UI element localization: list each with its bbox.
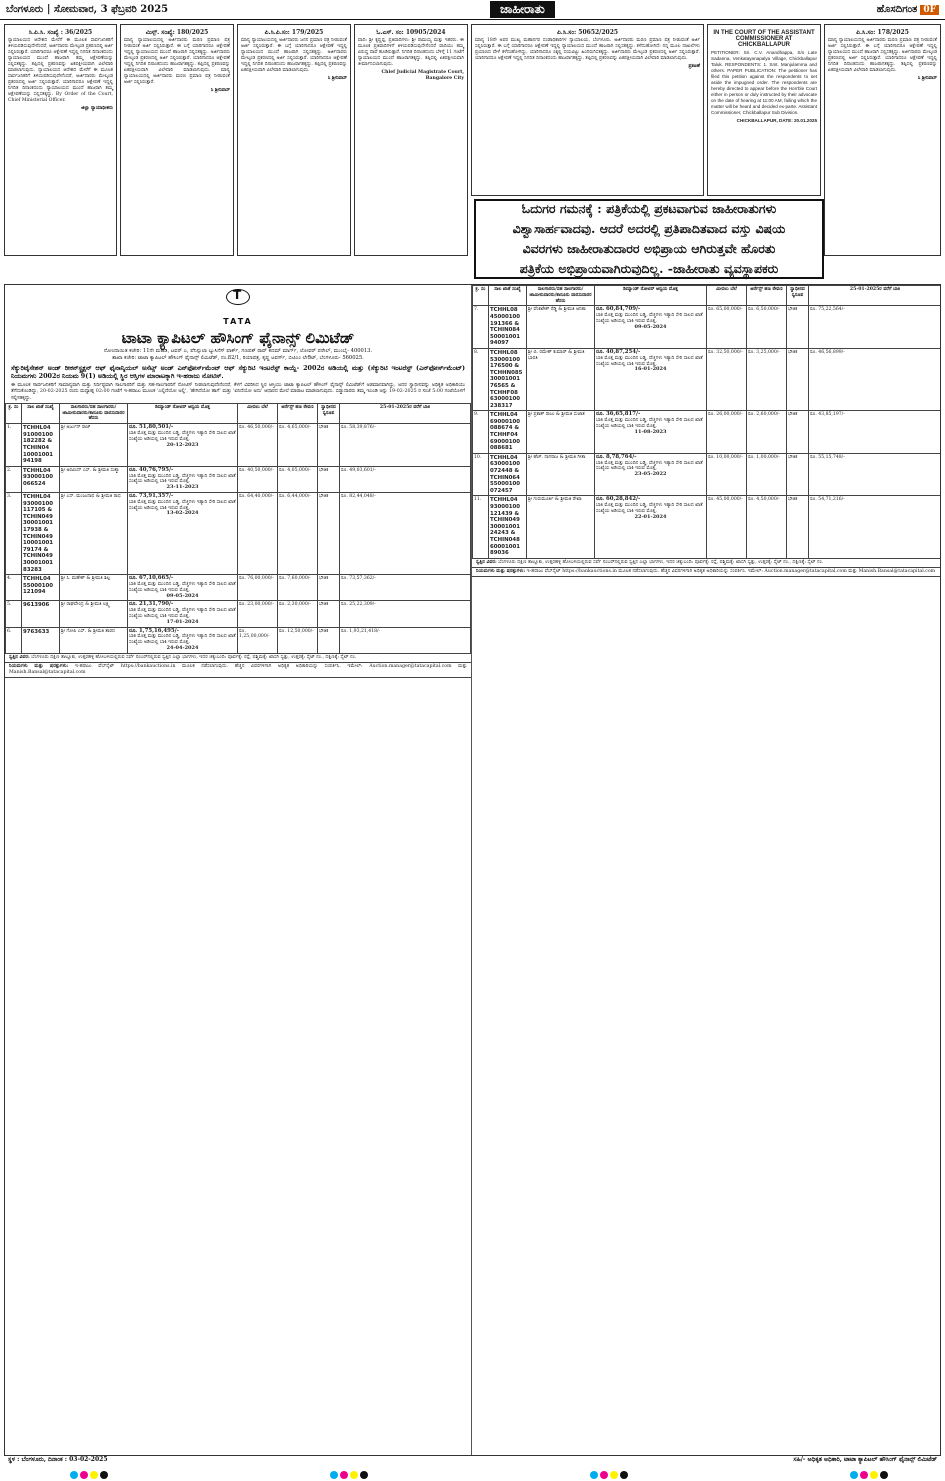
earnest-money-deposit: ರೂ. 7,60,000/- [278, 575, 318, 601]
column-header: ಸಾಲ ಖಾತೆ ಸಂಖ್ಯೆ [489, 286, 527, 306]
company-name: ಟಾಟಾ ಕ್ಯಾಪಿಟಲ್ ಹೌಸಿಂಗ್ ಫೈನಾನ್ಸ್ ಲಿಮಿಟೆಡ್ [121, 329, 355, 347]
account-row [6, 424, 471, 467]
demand-amount: ರೂ. 67,10,665/- [129, 575, 174, 582]
reserve-price: ರೂ. 40,50,000/- [238, 466, 278, 492]
possession-type: ಭೌತಿಕ [318, 627, 340, 653]
terms-block [472, 568, 941, 577]
column-header: ಸಾಲಗಾರರು/ಸಹ ಸಾಲಗಾರರು/ಜಾಮೀನುದಾರರು/ಕಾನೂನು ವಾರಸುದಾರರ ಹೆಸರು [60, 403, 128, 423]
loan-account-number: TCHHL04 91000100 182282 & TCHIN04 10001001 94198 [22, 424, 60, 467]
filler-text: ಬಾಕಿ ಮೊತ್ತ ಮತ್ತು ಮುಂದಿನ ಬಡ್ಡಿ, ವೆಚ್ಚಗಳು ಇತ್ಯಾದಿ ಸೇರಿ ಸಾಲದ ಖಾತೆ ಸಂಖ್ಯೆಯ ಅಡಿಯಲ್ಲಿ ಬಾಕಿ ಇರುವ ಮೊತ್ತ. [129, 431, 236, 442]
notice-signature: ಸಿ ಶ್ರೀನಿವಾಸ್ [210, 88, 230, 93]
page-badge: 0F [920, 5, 939, 15]
column-header: ಮೀಸಲು ಬೆಲೆ [707, 286, 747, 306]
outstanding-amount: ರೂ. 82,44,048/- [340, 493, 471, 575]
column-header: ಕ್ರ. ಸಂ [473, 286, 489, 306]
earnest-money-deposit: ರೂ. 4,50,000/- [747, 496, 787, 558]
column-header: ಅರ್ನೆಸ್ಟ್ ಹಣ ಠೇವಣಿ [278, 403, 318, 423]
column-header: ಸ್ವಾಧೀನದ ಸ್ವರೂಪ [787, 286, 809, 306]
serial-number: 9. [473, 411, 489, 454]
demand-amount-cell [128, 493, 238, 575]
demand-date: 23-11-2023 [166, 484, 199, 491]
property-text: ಬೆಂಗಳೂರು ದಕ್ಷಿಣ ತಾಲ್ಲೂಕು, ಉತ್ತರಹಳ್ಳಿ ಹೋಬಳಿಯಲ್ಲಿರುವ ಸರ್ವೆ ನಂಬರ್‌ನಲ್ಲಿರುವ ಸ್ವತ್ತಿನ ಎಲ್ಲಾ ಭಾಗಗಳು, ಇದರ ಚಕ್ಕುಬಂದಿ: ಪೂರ್ವಕ್ಕೆ: ರಸ್ತೆ, ಪಶ್ಚಿಮಕ್ಕೆ: ಖಾಸಗಿ ಸ್ವತ್ತು, ಉತ್ತರಕ್ಕೆ: ಸೈಟ್ ನಂ., ದಕ್ಷಿಣಕ್ಕೆ: ಸೈಟ್ ನಂ. [31, 654, 357, 660]
filler-text: ಬಾಕಿ ಮೊತ್ತ ಮತ್ತು ಮುಂದಿನ ಬಡ್ಡಿ, ವೆಚ್ಚಗಳು ಇತ್ಯಾದಿ ಸೇರಿ ಸಾಲದ ಖಾತೆ ಸಂಖ್ಯೆಯ ಅಡಿಯಲ್ಲಿ ಬಾಕಿ ಇರುವ ಮೊತ್ತ. [596, 460, 703, 472]
possession-type: ಭೌತಿಕ [318, 493, 340, 575]
accounts-table-left [5, 403, 471, 654]
legal-notice: ಓ.ಎಸ್. ಸಂ: 10905/2024 ವಾದಿ: ಶ್ರೀ ಕೃಷ್ಣಪ್ಪ, ಪ್ರತಿವಾದಿಗಳು: ಶ್ರೀ ರಾಮಯ್ಯ ಮತ್ತು ಇತರರು. ಈ ಮೂಲಕ ಪ್ರತಿವಾದಿಗಳಿಗೆ ತಿಳಿಯಪಡಿಸುವುದೇನೆಂದರೆ ವಾದಿಯು ತಮ್ಮ ವಿರುದ್ಧ ದಾವೆ ಹೂಡಿರುತ್ತಾರೆ. ನಿಗದಿತ ದಿನಾಂಕದಂದು ಬೆಳಿಗ್ಗೆ 11 ಗಂಟೆಗೆ ನ್ಯಾಯಾಲಯದ ಮುಂದೆ ಹಾಜರಾಗತಕ್ಕದ್ದು. ತಪ್ಪಿದಲ್ಲಿ ಏಕಪಕ್ಷೀಯವಾಗಿ ತೀರ್ಮಾನಿಸಲಾಗುವುದು. Chief Judicial Magistrate Court, Bangalore City [354, 24, 468, 256]
possession-type: ಭೌತಿಕ [787, 306, 809, 349]
notice-title: ಪಿ.ಸಿ.ಸಂ: 178/2025 [856, 29, 909, 36]
borrower-names: ಶ್ರೀ ಎಸ್. ಮಂಜುನಾಥ & ಶ್ರೀಮತಿ ರಾಧ [60, 493, 128, 575]
demand-amount: ರೂ. 40,87,254/- [596, 348, 641, 355]
legal-notice: IN THE COURT OF THE ASSISTANT COMMISSIONER AT CHICKBALLAPUR PETITIONER: Sri. C.V. Anandhappa, S/o Late Sadanna, Venkatayanapalya Village, Chickballapur Taluk. RESPONDENTS: 1. Smt. Manjulamma and others. PAPER PUBLICATION: The petitioner has filed this petition against the respondents to set aside the impugned order. The respondents are hereby directed to appear before the Hon'ble Court either in person or duly instructed by their advocate on the date of hearing at 11:00 AM, failing which the matter will be heard and decided ex-parte. Assistant Commissioner, Chickballapur Sub Division. CHICKBALLAPUR, DATE: 20.01.2025 [707, 24, 821, 196]
demand-date: 09-05-2024 [166, 592, 199, 599]
reserve-price: ರೂ. 10,00,000/- [707, 453, 747, 496]
column-header: ಡಿಮ್ಯಾಂಡ್ ನೋಟಿಸ್ ಅನ್ವಯ ಮೊತ್ತ [595, 286, 707, 306]
demand-amount-cell [128, 575, 238, 601]
account-row [6, 575, 471, 601]
loan-account-number: TCHHL04 93000100 066524 [22, 466, 60, 492]
column-header: ಸಾಲ ಖಾತೆ ಸಂಖ್ಯೆ [22, 403, 60, 423]
reserve-price: ರೂ. 76,00,000/- [238, 575, 278, 601]
possession-type: ಭೌತಿಕ [787, 496, 809, 558]
earnest-money-deposit: ರೂ. 12,50,000/- [278, 627, 318, 653]
account-row [473, 453, 942, 496]
possession-type: ಭೌತಿಕ [318, 466, 340, 492]
serial-number: 8. [473, 348, 489, 410]
possession-type: ಭೌತಿಕ [318, 424, 340, 467]
reserve-price: ರೂ. 23,00,000/- [238, 601, 278, 627]
authorised-signatory: ಸಹಿ/- ಅಧಿಕೃತ ಅಧಿಕಾರಿ, ಟಾಟಾ ಕ್ಯಾಪಿಟಲ್ ಹೌಸಿಂಗ್ ಫೈನಾನ್ಸ್ ಲಿಮಿಟೆಡ್ [793, 1456, 937, 1463]
loan-account-number: TCHHL04 63000100 072448 & TCHIN064 55000100 072457 [489, 453, 527, 496]
demand-amount-cell [128, 627, 238, 653]
notice-signature: CHICKBALLAPUR, DATE: 20.01.2025 [736, 118, 817, 123]
auction-notice-right-column [472, 285, 941, 1456]
outstanding-amount: ರೂ. 25,22,309/- [340, 601, 471, 627]
demand-amount: ರೂ. 73,91,357/- [129, 493, 174, 500]
place-date: ಸ್ಥಳ : ಬೆಂಗಳೂರು, ದಿನಾಂಕ : 03-02-2025 [8, 1456, 108, 1463]
table-header-row [6, 403, 471, 423]
reserve-price: ರೂ. 64,40,000/- [238, 493, 278, 575]
loan-account-number: TCHHL04 69000100 088674 & TCHHF04 69000100 088681 [489, 411, 527, 454]
loan-account-number: TCHHL04 55000100 121094 [22, 575, 60, 601]
legal-notice: ಮಿಸ್ಸ್. ಸಂಖ್ಯೆ: 180/2025 ಮಾನ್ಯ ನ್ಯಾಯಾಲಯದಲ್ಲಿ ಅರ್ಜಿದಾರರು ಮರಣ ಪ್ರಮಾಣ ಪತ್ರ ನೀಡುವಂತೆ ಅರ್ಜಿ ಸಲ್ಲಿಸಿರುತ್ತಾರೆ. ಈ ಬಗ್ಗೆ ಯಾರಿಗಾದರೂ ಆಕ್ಷೇಪಣೆ ಇದ್ದಲ್ಲಿ ನ್ಯಾಯಾಲಯದ ಮುಂದೆ ಹಾಜರಾಗಿ ಸಲ್ಲಿಸತಕ್ಕದ್ದು. ಅರ್ಜಿದಾರರು ಮೇಲ್ಕಂಡ ಪ್ರಕರಣದಲ್ಲಿ ಅರ್ಜಿ ಸಲ್ಲಿಸಿರುತ್ತಾರೆ. ಯಾರಿಗಾದರೂ ಆಕ್ಷೇಪಣೆ ಇದ್ದಲ್ಲಿ ನಿಗದಿತ ದಿನಾಂಕದಂದು ಹಾಜರಾಗತಕ್ಕದ್ದು. ತಪ್ಪಿದಲ್ಲಿ ಪ್ರಕರಣವನ್ನು ಏಕಪಕ್ಷೀಯವಾಗಿ ವಿಲೇವಾರಿ ಮಾಡಲಾಗುವುದು. ಮಾನ್ಯ ನ್ಯಾಯಾಲಯದಲ್ಲಿ ಅರ್ಜಿದಾರರು ಮರಣ ಪ್ರಮಾಣ ಪತ್ರ ನೀಡುವಂತೆ ಅರ್ಜಿ ಸಲ್ಲಿಸಿರುತ್ತಾರೆ. ಸಿ ಶ್ರೀನಿವಾಸ್ [120, 24, 234, 256]
demand-date: 13-02-2024 [166, 510, 199, 517]
serial-number: 4. [6, 575, 22, 601]
reserve-price: ರೂ. 65,00,000/- [707, 306, 747, 349]
notice-signature: ಜಿಲ್ಲಾ ನ್ಯಾಯಾಧೀಶರು [81, 106, 113, 111]
outstanding-amount: ರೂ. 58,39,876/- [340, 424, 471, 467]
serial-number: 10. [473, 453, 489, 496]
demand-amount-cell [595, 496, 707, 558]
terms-text: ಇ-ಹರಾಜು ವೆಬ್‌ಸೈಟ್ https://bankauctions.in ಮೂಲಕ ನಡೆಸಲಾಗುವುದು. ಹೆಚ್ಚಿನ ವಿವರಗಳಿಗಾಗಿ ಅಧಿಕೃತ ಅಧಿಕಾರಿಯನ್ನು ಸಂಪರ್ಕಿಸಿ. ಇಮೇಲ್: Auction.manager@tatacapital.com ಮತ್ತು Manish.Bansal@tatacapital.com [526, 568, 936, 574]
serial-number: 1. [6, 424, 22, 467]
loan-account-number: 9763633 [22, 627, 60, 653]
column-header: 25-01-2025ರ ವರೆಗೆ ಬಾಕಿ [809, 286, 942, 306]
property-label: ಸ್ವತ್ತಿನ ವಿವರ: [9, 654, 30, 660]
filler-text: ಬಾಕಿ ಮೊತ್ತ ಮತ್ತು ಮುಂದಿನ ಬಡ್ಡಿ, ವೆಚ್ಚಗಳು ಇತ್ಯಾದಿ ಸೇರಿ ಸಾಲದ ಖಾತೆ ಸಂಖ್ಯೆಯ ಅಡಿಯಲ್ಲಿ ಬಾಕಿ ಇರುವ ಮೊತ್ತ. [596, 313, 703, 324]
outstanding-amount: ರೂ. 43,85,197/- [809, 411, 942, 454]
outstanding-amount: ರೂ. 75,22,564/- [809, 306, 942, 349]
filler-text: ಬಾಕಿ ಮೊತ್ತ ಮತ್ತು ಮುಂದಿನ ಬಡ್ಡಿ, ವೆಚ್ಚಗಳು ಇತ್ಯಾದಿ ಸೇರಿ ಸಾಲದ ಖಾತೆ ಸಂಖ್ಯೆಯ ಅಡಿಯಲ್ಲಿ ಬಾಕಿ ಇರುವ ಮೊತ್ತ. [596, 418, 703, 429]
auction-notice [4, 284, 941, 1456]
possession-type: ಭೌತಿಕ [787, 453, 809, 496]
filler-text: ಬಾಕಿ ಮೊತ್ತ ಮತ್ತು ಮುಂದಿನ ಬಡ್ಡಿ, ವೆಚ್ಚಗಳು ಇತ್ಯಾದಿ ಸೇರಿ ಸಾಲದ ಖಾತೆ ಸಂಖ್ಯೆಯ ಅಡಿಯಲ್ಲಿ ಬಾಕಿ ಇರುವ ಮೊತ್ತ. [596, 503, 703, 515]
filler-text: ಬಾಕಿ ಮೊತ್ತ ಮತ್ತು ಮುಂದಿನ ಬಡ್ಡಿ, ವೆಚ್ಚಗಳು ಇತ್ಯಾದಿ ಸೇರಿ ಸಾಲದ ಖಾತೆ ಸಂಖ್ಯೆಯ ಅಡಿಯಲ್ಲಿ ಬಾಕಿ ಇರುವ ಮೊತ್ತ. [596, 355, 703, 367]
legal-notice: ಸಿ.ಪಿ.ಸಿ. ಸಂಖ್ಯೆ : 36/2025 ನ್ಯಾಯಾಲಯದ ಆದೇಶದ ಮೇರೆಗೆ ಈ ಮೂಲಕ ಸಾರ್ವಜನಿಕರಿಗೆ ತಿಳಿಯಪಡಿಸುವುದೇನೆಂದರೆ, ಅರ್ಜಿದಾರರು ಮೇಲ್ಕಂಡ ಪ್ರಕರಣದಲ್ಲಿ ಅರ್ಜಿ ಸಲ್ಲಿಸಿರುತ್ತಾರೆ. ಯಾರಿಗಾದರೂ ಆಕ್ಷೇಪಣೆ ಇದ್ದಲ್ಲಿ ನಿಗದಿತ ದಿನಾಂಕದಂದು ನ್ಯಾಯಾಲಯದ ಮುಂದೆ ಹಾಜರಾಗಿ ತಮ್ಮ ಆಕ್ಷೇಪಣೆಯನ್ನು ಸಲ್ಲಿಸತಕ್ಕದ್ದು. ತಪ್ಪಿದಲ್ಲಿ ಪ್ರಕರಣವನ್ನು ಏಕಪಕ್ಷೀಯವಾಗಿ ವಿಲೇವಾರಿ ಮಾಡಲಾಗುವುದು. ನ್ಯಾಯಾಲಯದ ಆದೇಶದ ಮೇರೆಗೆ ಈ ಮೂಲಕ ಸಾರ್ವಜನಿಕರಿಗೆ ತಿಳಿಯಪಡಿಸುವುದೇನೆಂದರೆ, ಅರ್ಜಿದಾರರು ಮೇಲ್ಕಂಡ ಪ್ರಕರಣದಲ್ಲಿ ಅರ್ಜಿ ಸಲ್ಲಿಸಿರುತ್ತಾರೆ. ಯಾರಿಗಾದರೂ ಆಕ್ಷೇಪಣೆ ಇದ್ದಲ್ಲಿ ನಿಗದಿತ ದಿನಾಂಕದಂದು ನ್ಯಾಯಾಲಯದ ಮುಂದೆ ಹಾಜರಾಗಿ ತಮ್ಮ ಆಕ್ಷೇಪಣೆಯನ್ನು ಸಲ್ಲಿಸತಕ್ಕದ್ದು. By Order of the Court, Chief Ministerial Officer. ಜಿಲ್ಲಾ ನ್ಯಾಯಾಧೀಶರು [4, 24, 117, 256]
cmyk-marks [70, 1471, 108, 1479]
column-header: ಸಾಲಗಾರರು/ಸಹ ಸಾಲಗಾರರು/ಜಾಮೀನುದಾರರು/ಕಾನೂನು ವಾರಸುದಾರರ ಹೆಸರು [527, 286, 595, 306]
borrower-names: ಶ್ರೀ ಬಿ. ರಮೇಶ್ ಕುಮಾರ್ & ಶ್ರೀಮತಿ ಭಾರತಿ [527, 348, 595, 410]
demand-amount-cell [595, 306, 707, 349]
legal-notice: ಪಿ.ಸಿ.ಸಂ: 50652/2025 ಮಾನ್ಯ 18ನೇ ಅಪರ ಮುಖ್ಯ ಮಹಾನಗರ ದಂಡಾಧಿಕಾರಿಗಳ ನ್ಯಾಯಾಲಯ, ಬೆಂಗಳೂರು. ಅರ್ಜಿದಾರರು ಮರಣ ಪ್ರಮಾಣ ಪತ್ರ ನೀಡುವಂತೆ ಅರ್ಜಿ ಸಲ್ಲಿಸಿರುತ್ತಾರೆ. ಈ ಬಗ್ಗೆ ಯಾರಿಗಾದರೂ ಆಕ್ಷೇಪಣೆ ಇದ್ದಲ್ಲಿ ನ್ಯಾಯಾಲಯದ ಮುಂದೆ ಹಾಜರಾಗಿ ಸಲ್ಲಿಸತಕ್ಕದ್ದು. ಕಳೆದುಹೋಗಿದೆ: ನನ್ನ ಮೂಲ ದಾಖಲೆಗಳು ಪ್ರಯಾಣದ ವೇಳೆ ಕಳೆದುಹೋಗಿದ್ದು, ಯಾರಿಗಾದರೂ ಸಿಕ್ಕಲ್ಲಿ ದಯವಿಟ್ಟು ಹಿಂದಿರುಗಿಸತಕ್ಕದ್ದು. ಅರ್ಜಿದಾರರು ಮೇಲ್ಕಂಡ ಪ್ರಕರಣದಲ್ಲಿ ಅರ್ಜಿ ಸಲ್ಲಿಸಿರುತ್ತಾರೆ. ಯಾರಿಗಾದರೂ ಆಕ್ಷೇಪಣೆ ಇದ್ದಲ್ಲಿ ನಿಗದಿತ ದಿನಾಂಕದಂದು ಹಾಜರಾಗತಕ್ಕದ್ದು. ತಪ್ಪಿದಲ್ಲಿ ಪ್ರಕರಣವನ್ನು ಏಕಪಕ್ಷೀಯವಾಗಿ ವಿಲೇವಾರಿ ಮಾಡಲಾಗುವುದು. ಪ್ರಕಟಣೆ [471, 24, 704, 196]
outstanding-amount: ರೂ. 1,93,21,418/- [340, 627, 471, 653]
loan-account-number: 9613906 [22, 601, 60, 627]
demand-date: 11-08-2023 [634, 428, 667, 435]
notice-footer [4, 1456, 941, 1466]
serial-number: 11. [473, 496, 489, 558]
demand-amount: ರೂ. 51,80,501/- [129, 424, 174, 431]
property-text: ಬೆಂಗಳೂರು ದಕ್ಷಿಣ ತಾಲ್ಲೂಕು, ಉತ್ತರಹಳ್ಳಿ ಹೋಬಳಿಯಲ್ಲಿರುವ ಸರ್ವೆ ನಂಬರ್‌ನಲ್ಲಿರುವ ಸ್ವತ್ತಿನ ಎಲ್ಲಾ ಭಾಗಗಳು, ಇದರ ಚಕ್ಕುಬಂದಿ: ಪೂರ್ವಕ್ಕೆ: ರಸ್ತೆ, ಪಶ್ಚಿಮಕ್ಕೆ: ಖಾಸಗಿ ಸ್ವತ್ತು, ಉತ್ತರಕ್ಕೆ: ಸೈಟ್ ನಂ., ದಕ್ಷಿಣಕ್ಕೆ: ಸೈಟ್ ನಂ. [498, 559, 824, 565]
top-notices-row [4, 24, 941, 282]
demand-amount-cell [595, 411, 707, 454]
account-row [473, 348, 942, 410]
notice-intro: ಈ ಮೂಲಕ ಸಾರ್ವಜನಿಕರಿಗೆ ಸಾಮಾನ್ಯವಾಗಿ ಮತ್ತು ನಿರ್ದಿಷ್ಟವಾಗಿ ಸಾಲಗಾರರಿಗೆ ಮತ್ತು ಸಹ-ಸಾಲಗಾರರಿಗೆ ನೋಟಿಸ್ ನೀಡಲಾಗುವುದೇನೆಂದರೆ, ಕೆಳಗೆ ವಿವರಿಸಿದ ಸ್ಥಿರ ಆಸ್ತಿಯು ಟಾಟಾ ಕ್ಯಾಪಿಟಲ್ ಹೌಸಿಂಗ್ ಫೈನಾನ್ಸ್ ಲಿಮಿಟೆಡ್‌ಗೆ ಅಡಮಾನವಾಗಿದ್ದು, ಅದರ ಸ್ವಾಧೀನವನ್ನು ಅಧಿಕೃತ ಅಧಿಕಾರಿಯು ತೆಗೆದುಕೊಂಡಿದ್ದು, 20-02-2025 ರಂದು ಮಧ್ಯಾಹ್ನ 02:00 ಗಂಟೆಗೆ ಇ-ಹರಾಜು ಮೂಲಕ 'ಎಲ್ಲಿದೆಯೋ ಅಲ್ಲಿ', 'ಹೇಗಿದೆಯೋ ಹಾಗೆ' ಮತ್ತು 'ಏನಿದೆಯೋ ಅದು' ಆಧಾರದ ಮೇಲೆ ಮಾರಾಟ ಮಾಡಲಾಗುವುದು. ಬಿಡ್ಡುದಾರರು ತಮ್ಮ ಇಎಂಡಿ ಅನ್ನು 19-02-2025 ರ ಸಂಜೆ 5:00 ಗಂಟೆಯೊಳಗೆ ಸಲ್ಲಿಸತಕ್ಕದ್ದು. [11, 383, 465, 401]
demand-amount: ರೂ. 60,84,709/- [596, 306, 641, 313]
demand-amount-cell [128, 601, 238, 627]
notice-signature: ಸಿ ಶ್ರೀನಿವಾಸ್ [327, 76, 347, 81]
notice-signature: ಸಿ ಶ್ರೀನಿವಾಸ್ [917, 76, 937, 81]
demand-amount-cell [595, 348, 707, 410]
borrower-names: ಶ್ರೀ ರಾಘವೇಂದ್ರ & ಶ್ರೀಮತಿ ಲಕ್ಷ್ಮಿ [60, 601, 128, 627]
tata-wordmark: TATA [223, 317, 253, 326]
reserve-price: ರೂ. 32,50,000/- [707, 348, 747, 410]
filler-text: ಬಾಕಿ ಮೊತ್ತ ಮತ್ತು ಮುಂದಿನ ಬಡ್ಡಿ, ವೆಚ್ಚಗಳು ಇತ್ಯಾದಿ ಸೇರಿ ಸಾಲದ ಖಾತೆ ಸಂಖ್ಯೆಯ ಅಡಿಯಲ್ಲಿ ಬಾಕಿ ಇರುವ ಮೊತ್ತ. [129, 581, 236, 593]
earnest-money-deposit: ರೂ. 4,05,000/- [278, 466, 318, 492]
brand-name: ಹೊಸದಿಗಂತ [876, 4, 918, 15]
possession-type: ಭೌತಿಕ [318, 575, 340, 601]
property-description [5, 654, 471, 663]
notice-title: ಓ.ಎಸ್. ಸಂ: 10905/2024 [376, 29, 446, 36]
disclaimer-line: ವಿವರಗಳು ಜಾಹೀರಾತುದಾರರ ಅಭಿಪ್ರಾಯ ಆಗಿರುತ್ತವೇ ಹೊರತು [522, 241, 776, 256]
demand-date: 16-01-2024 [634, 366, 667, 373]
serial-number: 2. [6, 466, 22, 492]
demand-amount: ರೂ. 40,76,795/- [129, 466, 174, 473]
borrower-names: ಶ್ರೀ ಪ್ರಕಾಶ್ ರಾಜು & ಶ್ರೀಮತಿ ಸುಜಾತ [527, 411, 595, 454]
disclaimer-line: ಓದುಗರ ಗಮನಕ್ಕೆ : ಪತ್ರಿಕೆಯಲ್ಲಿ ಪ್ರಕಟವಾಗುವ ಜಾಹೀರಾತುಗಳು [521, 201, 777, 216]
possession-type: ಭೌತಿಕ [787, 348, 809, 410]
terms-text: ಇ-ಹರಾಜು ವೆಬ್‌ಸೈಟ್ https://bankauctions.in ಮೂಲಕ ನಡೆಸಲಾಗುವುದು. ಹೆಚ್ಚಿನ ವಿವರಗಳಿಗಾಗಿ ಅಧಿಕೃತ ಅಧಿಕಾರಿಯನ್ನು ಸಂಪರ್ಕಿಸಿ. ಇಮೇಲ್: Auction.manager@tatacapital.com ಮತ್ತು Manish.Bansal@tatacapital.com [9, 663, 467, 676]
disclaimer-line: ಪತ್ರಿಕೆಯ ಅಭಿಪ್ರಾಯವಾಗಿರುವುದಿಲ್ಲ. -ಜಾಹೀರಾತು ವ್ಯವಸ್ಥಾಪಕರು [519, 261, 779, 276]
account-row [6, 493, 471, 575]
demand-amount: ರೂ. 36,65,817/- [596, 411, 641, 418]
cmyk-marks [330, 1471, 368, 1479]
legal-notice: ಪಿ.ಸಿ.ಪಿ.ಸಂ: 179/2025 ಮಾನ್ಯ ನ್ಯಾಯಾಲಯದಲ್ಲಿ ಅರ್ಜಿದಾರರು ಜನನ ಪ್ರಮಾಣ ಪತ್ರ ನೀಡುವಂತೆ ಅರ್ಜಿ ಸಲ್ಲಿಸಿರುತ್ತಾರೆ. ಈ ಬಗ್ಗೆ ಯಾರಿಗಾದರೂ ಆಕ್ಷೇಪಣೆ ಇದ್ದಲ್ಲಿ ನ್ಯಾಯಾಲಯದ ಮುಂದೆ ಹಾಜರಾಗಿ ಸಲ್ಲಿಸತಕ್ಕದ್ದು. ಅರ್ಜಿದಾರರು ಮೇಲ್ಕಂಡ ಪ್ರಕರಣದಲ್ಲಿ ಅರ್ಜಿ ಸಲ್ಲಿಸಿರುತ್ತಾರೆ. ಯಾರಿಗಾದರೂ ಆಕ್ಷೇಪಣೆ ಇದ್ದಲ್ಲಿ ನಿಗದಿತ ದಿನಾಂಕದಂದು ಹಾಜರಾಗತಕ್ಕದ್ದು. ತಪ್ಪಿದಲ್ಲಿ ಪ್ರಕರಣವನ್ನು ಏಕಪಕ್ಷೀಯವಾಗಿ ವಿಲೇವಾರಿ ಮಾಡಲಾಗುವುದು. ಸಿ ಶ್ರೀನಿವಾಸ್ [237, 24, 351, 256]
borrower-names: ಶ್ರೀ ಹೆಚ್. ನಾಗರಾಜ & ಶ್ರೀಮತಿ ಗೀತಾ [527, 453, 595, 496]
serial-number: 6. [6, 627, 22, 653]
possession-type: ಭೌತಿಕ [787, 411, 809, 454]
borrower-names: ಶ್ರೀ ಅರವಿಂದ್ ಎಸ್. & ಶ್ರೀಮತಿ ಸುಶ್ಮಾ [60, 466, 128, 492]
possession-type: ಭೌತಿಕ [318, 601, 340, 627]
editor-disclaimer [474, 199, 824, 279]
account-row [473, 496, 942, 558]
auction-notice-left-column [5, 285, 472, 1456]
notice-title: ಮಿಸ್ಸ್. ಸಂಖ್ಯೆ: 180/2025 [145, 29, 209, 36]
borrower-names: ಶ್ರೀ ಗುರುಮೂರ್ತಿ & ಶ್ರೀಮತಿ ರೇಖಾ [527, 496, 595, 558]
account-row [473, 306, 942, 349]
filler-text: ಬಾಕಿ ಮೊತ್ತ ಮತ್ತು ಮುಂದಿನ ಬಡ್ಡಿ, ವೆಚ್ಚಗಳು ಇತ್ಯಾದಿ ಸೇರಿ ಸಾಲದ ಖಾತೆ ಸಂಖ್ಯೆಯ ಅಡಿಯಲ್ಲಿ ಬಾಕಿ ಇರುವ ಮೊತ್ತ. [129, 634, 236, 646]
outstanding-amount: ರೂ. 55,15,748/- [809, 453, 942, 496]
outstanding-amount: ರೂ. 73,57,362/- [340, 575, 471, 601]
demand-date: 23-05-2022 [634, 471, 667, 478]
demand-date: 22-01-2024 [634, 513, 667, 520]
loan-account-number: TCHHL08 45000100 191366 & TCHIN084 50001001 94097 [489, 306, 527, 349]
serial-number: 7. [473, 306, 489, 349]
column-header: 25-01-2025ರ ವರೆಗೆ ಬಾಕಿ [340, 403, 471, 423]
loan-account-number: TCHHL04 93000100 117105 & TCHIN049 30001001 17938 & TCHIN049 10001001 79174 & TCHIN049 30001001 83283 [22, 493, 60, 575]
outstanding-amount: ರೂ. 46,56,899/- [809, 348, 942, 410]
branch-office: ಶಾಖಾ ಕಚೇರಿ: ಟಾಟಾ ಕ್ಯಾಪಿಟಲ್ ಹೌಸಿಂಗ್ ಫೈನಾನ್ಸ್ ಲಿಮಿಟೆಡ್, ನಂ.82/1, ರಿಯಾಪತ್ರ, ಕೃಷ್ಣ ಟವರ್ಸ್, ಬಿಟಿಎಂ ಲೇಔಟ್, ಬೆಂಗಳೂರು- 560025. [112, 355, 364, 361]
terms-label: ನಿಯಮಗಳು ಮತ್ತು ಷರತ್ತುಗಳು: [9, 663, 69, 669]
reserve-price: ರೂ. 26,00,000/- [707, 411, 747, 454]
earnest-money-deposit: ರೂ. 4,65,000/- [278, 424, 318, 467]
notice-title: IN THE COURT OF THE ASSISTANT COMMISSIONER AT CHICKBALLAPUR [713, 30, 815, 48]
accounts-table-right [472, 285, 941, 559]
column-header: ಕ್ರ. ಸಂ [6, 403, 22, 423]
table-header-row [473, 286, 942, 306]
masthead [0, 0, 945, 20]
column-header: ಅರ್ನೆಸ್ಟ್ ಹಣ ಠೇವಣಿ [747, 286, 787, 306]
column-header: ಡಿಮ್ಯಾಂಡ್ ನೋಟಿಸ್ ಅನ್ವಯ ಮೊತ್ತ [128, 403, 238, 423]
demand-amount: ರೂ. 1,75,16,495/- [129, 627, 179, 634]
earnest-money-deposit: ರೂ. 3,25,000/- [747, 348, 787, 410]
brand-logo [877, 4, 939, 15]
notice-signature: Chief Judicial Magistrate Court, Bangalore City [381, 70, 464, 81]
tata-logo-icon [226, 289, 250, 305]
disclaimer-line: ವಿಶ್ವಾಸಾರ್ಹವಾದವು. ಆದರೆ ಅದರಲ್ಲಿ ಪ್ರತಿಪಾದಿತವಾದ ವಸ್ತು ವಿಷಯ [512, 221, 786, 236]
demand-date: 17-01-2024 [166, 618, 199, 625]
borrower-names: ಶ್ರೀ ವೆಂಕಟೇಶ್ ರೆಡ್ಡಿ & ಶ್ರೀಮತಿ ಅನಿತಾ [527, 306, 595, 349]
earnest-money-deposit: ರೂ. 1,00,000/- [747, 453, 787, 496]
serial-number: 3. [6, 493, 22, 575]
section-title: ಜಾಹೀರಾತು [490, 1, 555, 18]
earnest-money-deposit: ರೂ. 6,50,000/- [747, 306, 787, 349]
demand-amount-cell [128, 424, 238, 467]
borrower-names: ಶ್ರೀ ಗೋಪಿ ಎಸ್. & ಶ್ರೀಮತಿ ಶಾರದ [60, 627, 128, 653]
reserve-price: ರೂ. 46,50,000/- [238, 424, 278, 467]
earnest-money-deposit: ರೂ. 2,60,000/- [747, 411, 787, 454]
demand-amount: ರೂ. 21,31,790/- [129, 601, 174, 608]
demand-date: 24-04-2024 [166, 644, 199, 651]
registered-office: ನೋಂದಾಯಿತ ಕಚೇರಿ: 11ನೇ ಮಹಡಿ, ಟವರ್ ಎ, ಪೆನಿನ್ಸುಲಾ ಬ್ಯುಸಿನೆಸ್ ಪಾರ್ಕ್, ಗಣಪತ್ ರಾವ್ ಕದಮ್ ಮಾರ್ಗ್, ಲೋವರ್ ಪರೇಲ್, ಮುಂಬೈ- 400013. [103, 348, 373, 354]
borrower-names: ಶ್ರೀ ಸಿ. ಮಹೇಶ್ & ಶ್ರೀಮತಿ ಶಿಲ್ಪ [60, 575, 128, 601]
demand-amount-cell [595, 453, 707, 496]
print-registration-marks [0, 1469, 945, 1481]
earnest-money-deposit: ರೂ. 6,44,000/- [278, 493, 318, 575]
account-row [6, 601, 471, 627]
reserve-price: ರೂ. 1,25,00,000/- [238, 627, 278, 653]
property-label: ಸ್ವತ್ತಿನ ವಿವರ: [476, 559, 497, 565]
borrower-names: ಶ್ರೀ ಅರ್ಜುನ್ ರಾಜ್ [60, 424, 128, 467]
cmyk-marks [850, 1471, 888, 1479]
terms-label: ನಿಯಮಗಳು ಮತ್ತು ಷರತ್ತುಗಳು: [476, 568, 526, 574]
filler-text: ಬಾಕಿ ಮೊತ್ತ ಮತ್ತು ಮುಂದಿನ ಬಡ್ಡಿ, ವೆಚ್ಚಗಳು ಇತ್ಯಾದಿ ಸೇರಿ ಸಾಲದ ಖಾತೆ ಸಂಖ್ಯೆಯ ಅಡಿಯಲ್ಲಿ ಬಾಕಿ ಇರುವ ಮೊತ್ತ. [129, 473, 236, 485]
demand-amount: ರೂ. 60,28,842/- [596, 496, 641, 503]
account-row [6, 466, 471, 492]
cmyk-marks [590, 1471, 628, 1479]
serial-number: 5. [6, 601, 22, 627]
earnest-money-deposit: ರೂ. 2,30,000/- [278, 601, 318, 627]
column-header: ಮೀಸಲು ಬೆಲೆ [238, 403, 278, 423]
account-row [6, 627, 471, 653]
filler-text: ಬಾಕಿ ಮೊತ್ತ ಮತ್ತು ಮುಂದಿನ ಬಡ್ಡಿ, ವೆಚ್ಚಗಳು ಇತ್ಯಾದಿ ಸೇರಿ ಸಾಲದ ಖಾತೆ ಸಂಖ್ಯೆಯ ಅಡಿಯಲ್ಲಿ ಬಾಕಿ ಇರುವ ಮೊತ್ತ. [129, 499, 236, 511]
loan-account-number: TCHHL08 53000100 176500 & TCHHN085 30001001 76565 & TCHHF08 63000100 238317 [489, 348, 527, 410]
outstanding-amount: ರೂ. 49,03,601/- [340, 466, 471, 492]
tata-logo [5, 285, 471, 328]
outstanding-amount: ರೂ. 54,71,216/- [809, 496, 942, 558]
legal-notice: ಪಿ.ಸಿ.ಸಂ: 178/2025 ಮಾನ್ಯ ನ್ಯಾಯಾಲಯದಲ್ಲಿ ಅರ್ಜಿದಾರರು ಮರಣ ಪ್ರಮಾಣ ಪತ್ರ ನೀಡುವಂತೆ ಅರ್ಜಿ ಸಲ್ಲಿಸಿರುತ್ತಾರೆ. ಈ ಬಗ್ಗೆ ಯಾರಿಗಾದರೂ ಆಕ್ಷೇಪಣೆ ಇದ್ದಲ್ಲಿ ನ್ಯಾಯಾಲಯದ ಮುಂದೆ ಹಾಜರಾಗಿ ಸಲ್ಲಿಸತಕ್ಕದ್ದು. ಅರ್ಜಿದಾರರು ಮೇಲ್ಕಂಡ ಪ್ರಕರಣದಲ್ಲಿ ಅರ್ಜಿ ಸಲ್ಲಿಸಿರುತ್ತಾರೆ. ಯಾರಿಗಾದರೂ ಆಕ್ಷೇಪಣೆ ಇದ್ದಲ್ಲಿ ನಿಗದಿತ ದಿನಾಂಕದಂದು ಹಾಜರಾಗತಕ್ಕದ್ದು. ತಪ್ಪಿದಲ್ಲಿ ಪ್ರಕರಣವನ್ನು ಏಕಪಕ್ಷೀಯವಾಗಿ ವಿಲೇವಾರಿ ಮಾಡಲಾಗುವುದು. ಸಿ ಶ್ರೀನಿವಾಸ್ [824, 24, 941, 256]
property-description [472, 559, 941, 568]
notice-title: ಪಿ.ಸಿ.ಸಂ: 50652/2025 [556, 29, 619, 36]
reserve-price: ರೂ. 45,00,000/- [707, 496, 747, 558]
account-row [473, 411, 942, 454]
notice-headline: ಸೆಕ್ಯುರಿಟೈಸೇಶನ್ ಅಂಡ್ ರೀಕನ್‌ಸ್ಟ್ರಕ್ಷನ್ ಆಫ್ ಫೈನಾನ್ಶಿಯಲ್ ಅಸೆಟ್ಸ್ ಅಂಡ್ ಎನ್‌ಫೋರ್ಸ್‌ಮೆಂಟ್ ಆಫ್ ಸೆಕ್ಯುರಿಟಿ ಇಂಟರೆಸ್ಟ್ ಕಾಯ್ದೆ- 2002ರ ಅಡಿಯಲ್ಲಿ ಮತ್ತು (ಸೆಕ್ಯುರಿಟಿ ಇಂಟರೆಸ್ಟ್ (ಎನ್‌ಫೋರ್ಸ್‌ಮೆಂಟ್) ನಿಯಮಗಳು 2002ರ ನಿಯಮ 9(1) ಅಡಿಯಲ್ಲಿ ಸ್ಥಿರ ಆಸ್ತಿಗಳ ಮಾರಾಟಕ್ಕಾಗಿ ಇ-ಹರಾಜು ನೋಟಿಸ್. [11, 364, 465, 380]
dateline: ಬೆಂಗಳೂರು | ಸೋಮವಾರ, 3 ಫೆಬ್ರವರಿ 2025 [6, 4, 169, 15]
demand-amount: ರೂ. 8,78,764/- [596, 453, 637, 460]
demand-date: 20-12-2023 [166, 441, 199, 448]
terms-block [5, 663, 471, 678]
column-header: ಸ್ವಾಧೀನದ ಸ್ವರೂಪ [318, 403, 340, 423]
filler-text: ಬಾಕಿ ಮೊತ್ತ ಮತ್ತು ಮುಂದಿನ ಬಡ್ಡಿ, ವೆಚ್ಚಗಳು ಇತ್ಯಾದಿ ಸೇರಿ ಸಾಲದ ಖಾತೆ ಸಂಖ್ಯೆಯ ಅಡಿಯಲ್ಲಿ ಬಾಕಿ ಇರುವ ಮೊತ್ತ. [129, 608, 236, 619]
notice-title: ಪಿ.ಸಿ.ಪಿ.ಸಂ: 179/2025 [264, 29, 324, 36]
notice-signature: ಪ್ರಕಟಣೆ [688, 64, 700, 69]
notice-title: ಸಿ.ಪಿ.ಸಿ. ಸಂಖ್ಯೆ : 36/2025 [28, 29, 93, 36]
demand-amount-cell [128, 466, 238, 492]
loan-account-number: TCHHL04 93000100 121439 & TCHIN049 30001001 24243 & TCHIN048 60001001 89036 [489, 496, 527, 558]
demand-date: 09-05-2024 [634, 323, 667, 330]
